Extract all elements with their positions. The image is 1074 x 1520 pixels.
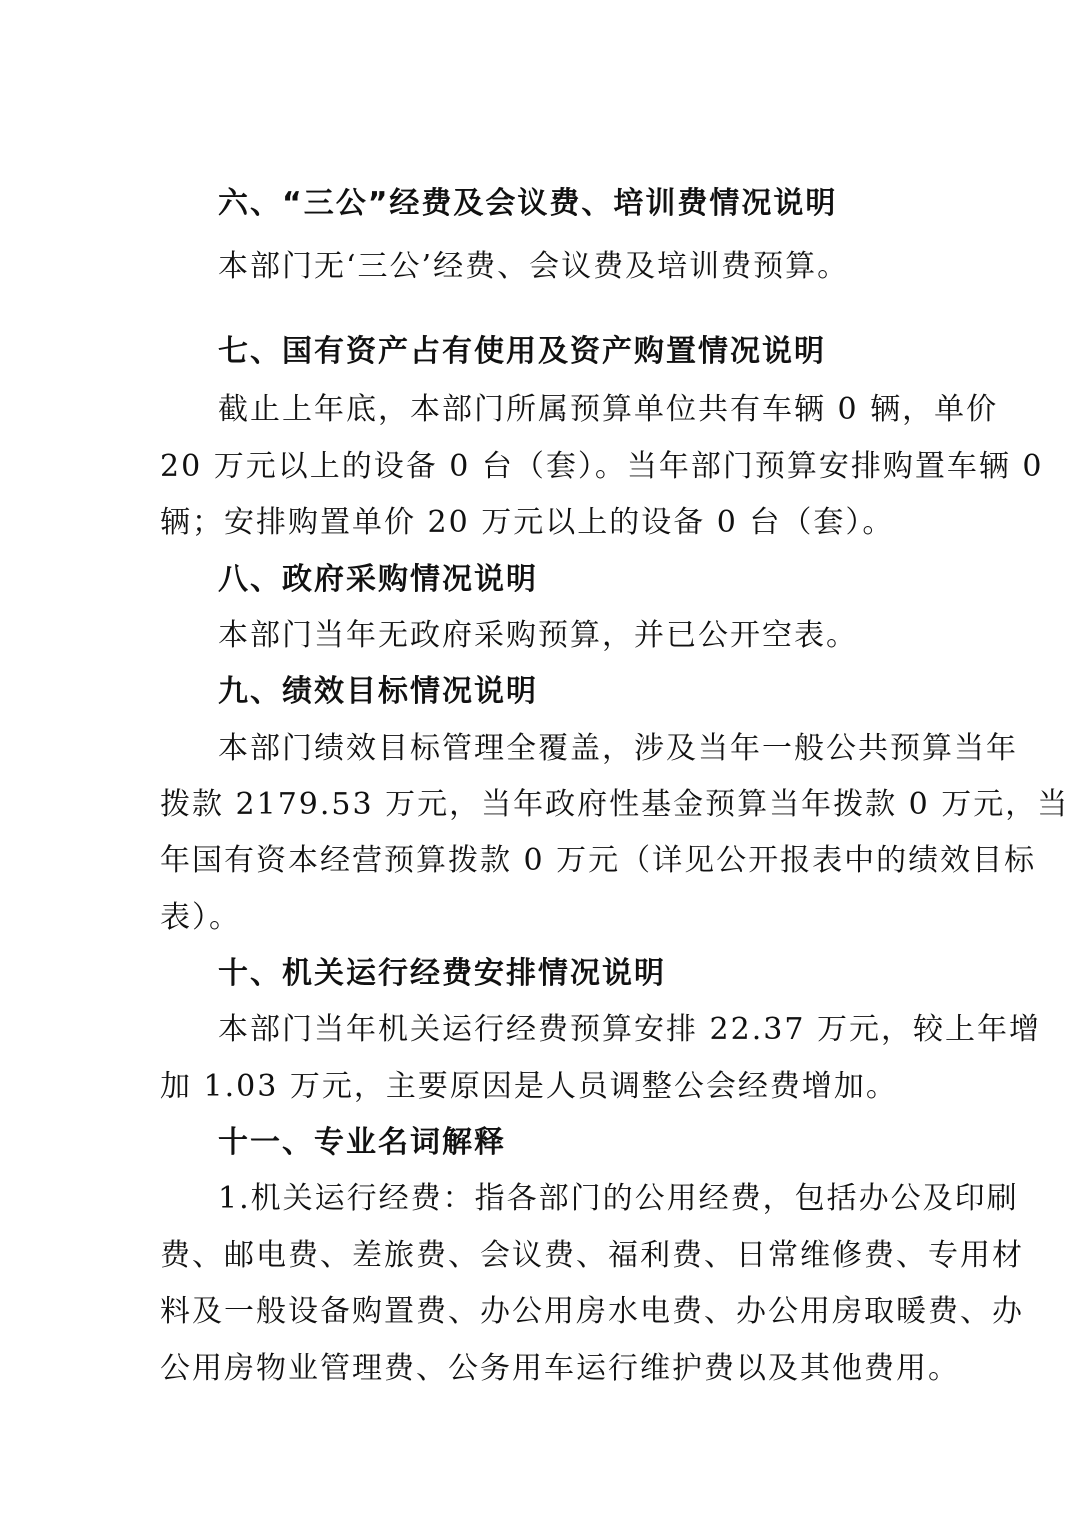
section-11-line-3: 料及一般设备购置费、办公用房水电费、办公用房取暖费、办 [160,1294,1024,1329]
section-7-line-1: 截止上年底，本部门所属预算单位共有车辆 0 辆，单价 [218,392,999,427]
section-8-heading: 八、政府采购情况说明 [218,562,538,597]
section-9-line-2: 拨款 2179.53 万元，当年政府性基金预算当年拨款 0 万元，当 [160,787,1070,822]
section-11-line-2: 费、邮电费、差旅费、会议费、福利费、日常维修费、专用材 [160,1238,1024,1273]
section-11-line-1: 1.机关运行经费：指各部门的公用经费，包括办公及印刷 [218,1181,1019,1216]
section-11-heading: 十一、专业名词解释 [218,1125,506,1160]
section-9-line-4: 表）。 [160,900,241,935]
section-10-line-2: 加 1.03 万元，主要原因是人员调整公会经费增加。 [160,1069,898,1104]
section-9-heading: 九、绩效目标情况说明 [218,674,538,709]
section-8-paragraph: 本部门当年无政府采购预算，并已公开空表。 [218,618,858,653]
section-6-paragraph: 本部门无‘三公’经费、会议费及培训费预算。 [218,249,850,284]
section-10-heading: 十、机关运行经费安排情况说明 [218,956,666,991]
section-10-line-1: 本部门当年机关运行经费预算安排 22.37 万元，较上年增 [218,1012,1041,1047]
section-7-line-2: 20 万元以上的设备 0 台（套）。当年部门预算安排购置车辆 0 [160,449,1044,484]
section-9-line-1: 本部门绩效目标管理全覆盖，涉及当年一般公共预算当年 [218,731,1018,766]
section-9-line-3: 年国有资本经营预算拨款 0 万元（详见公开报表中的绩效目标 [160,843,1037,878]
section-11-line-4: 公用房物业管理费、公务用车运行维护费以及其他费用。 [160,1351,960,1386]
section-6-heading: 六、“三公”经费及会议费、培训费情况说明 [218,186,838,221]
section-7-line-3: 辆；安排购置单价 20 万元以上的设备 0 台（套）。 [160,505,895,540]
section-7-heading: 七、国有资产占有使用及资产购置情况说明 [218,334,826,369]
